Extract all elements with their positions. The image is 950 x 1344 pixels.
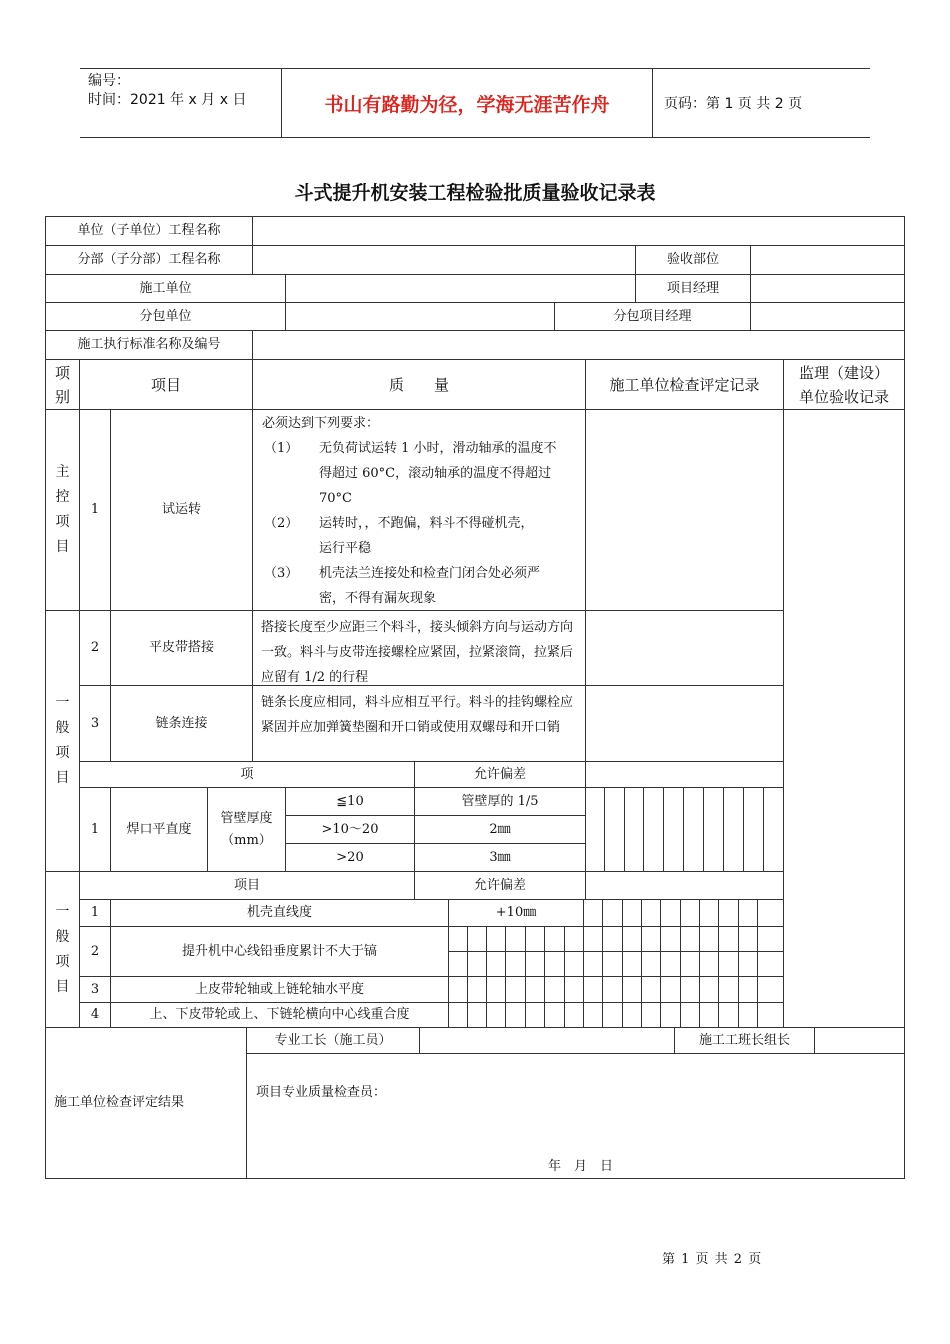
slogan: 书山有路勤为径，学海无涯苦作舟 [281,69,653,137]
general2-header-item: 项目 [79,871,415,900]
general1-row3-quality: 链条长度应相同，料斗应相互平行。料斗的挂钩螺栓应紧固并应加弹簧垫圈和开口销或使用双螺母和开口销 [252,685,586,762]
general1-row2-quality: 搭接长度至少应距三个料斗，接头倾斜方向与运动方向一致。料斗与皮带连接螺栓应紧固，拉紧滚筒，拉紧后应留有 1/2 的行程 [252,610,586,686]
weld-range-3: >20 [285,843,415,872]
general1-row2-no: 2 [79,610,111,686]
req-1-line2: 得超过 60°C，滚动轴承的温度不得超过 [319,466,552,481]
req-1-line1: 无负荷试运转 1 小时，滑动轴承的温度不 [319,441,557,456]
main-control-label: 主 控 项 目 [45,409,80,611]
general2-row1-dev: +10㎜ [448,899,584,927]
weld-dev-3: 3㎜ [414,843,586,872]
main-control-no: 1 [79,409,111,611]
foreman-field[interactable] [419,1027,675,1054]
general2-header-blank [585,871,784,900]
general2-label: 一 般 项 目 [45,871,80,1028]
general1-row2-item: 平皮带搭接 [110,610,253,686]
general2-row2-dev-b[interactable] [448,951,784,977]
weld-dev-2: 2㎜ [414,815,586,844]
req-3-line1: 机壳法兰连接处和检查门闭合处必须严 [319,566,541,581]
general1-row3-item: 链条连接 [110,685,253,762]
general1-label: 一 般 项 目 [45,610,80,872]
label-subcontract-unit: 分包单位 [45,302,286,331]
weld-no: 1 [79,787,111,872]
general2-row4-dev[interactable] [448,1002,784,1028]
req-1-line3: 70°C [319,491,352,506]
page-footer: 第 1 页 共 2 页 [662,1252,763,1267]
weld-dev-1: 管壁厚的 1/5 [414,787,586,816]
general2-row1-item: 机壳直线度 [110,899,449,927]
general2-row4-item: 上、下皮带轮或上、下链轮横向中心线重合度 [110,1002,449,1028]
time-label: 时间：2021 年 x 月 x 日 [88,92,247,108]
req-intro: 必须达到下列要求： [262,416,380,431]
col-item: 项目 [79,359,253,410]
general1-row3-no: 3 [79,685,111,762]
label-construction-unit: 施工单位 [45,274,286,303]
form-title: 斗式提升机安装工程检验批质量验收记录表 [294,182,656,204]
general2-header-dev: 允许偏差 [414,871,586,900]
req-2-no: （2） [264,516,299,531]
label-project-manager: 项目经理 [635,274,751,303]
weld-range-2: >10～20 [285,815,415,844]
label-unit-project: 单位（子单位）工程名称 [45,216,253,246]
req-3-line2: 密，不得有漏灰现象 [319,591,437,606]
weld-range-1: ≦10 [285,787,415,816]
team-leader-label: 施工工班长组长 [674,1027,815,1054]
tolerance-header-item: 项 [79,761,415,788]
weld-sub: 管壁厚度 （mm） [207,787,286,872]
general2-row4-no: 4 [79,1002,111,1028]
label-sub-project: 分部（子分部）工程名称 [45,245,253,275]
general2-row2-no: 2 [79,926,111,977]
general2-row3-item: 上皮带轮轴或上链轮轴水平度 [110,976,449,1003]
label-standard: 施工执行标准名称及编号 [45,330,253,360]
general2-row2-dev-a[interactable] [448,926,784,952]
col-supervise: 监理（建设） 单位验收记录 [783,359,905,410]
tolerance-header-dev: 允许偏差 [414,761,586,788]
general2-row3-dev[interactable] [448,976,784,1003]
general2-row2-item: 提升机中心线铅垂度累计不大于镐 [110,926,449,977]
label-subcontract-manager: 分包项目经理 [554,302,751,331]
req-2-line2: 运行平稳 [319,541,372,556]
page-label: 页码：第 1 页 共 2 页 [664,96,803,112]
date-label: 年 月 日 [548,1159,614,1174]
req-2-line1: 运转时，，不跑偏，料斗不得碰机壳， [319,516,534,531]
col-quality: 质 量 [252,359,586,410]
foreman-label: 专业工长（施工员） [246,1027,420,1054]
req-1-no: （1） [264,441,299,456]
general2-row3-no: 3 [79,976,111,1003]
number-label: 编号： [88,73,130,89]
general2-row1-no: 1 [79,899,111,927]
weld-item: 焊口平直度 [110,787,208,872]
inspector-label: 项目专业质量检查员： [256,1085,387,1100]
label-accept-part: 验收部位 [635,245,751,275]
result-label: 施工单位检查评定结果 [45,1027,247,1179]
team-leader-field[interactable] [814,1027,905,1054]
col-check: 施工单位检查评定记录 [585,359,784,410]
col-category: 项 别 [45,359,80,410]
req-3-no: （3） [264,566,299,581]
main-control-item: 试运转 [110,409,253,611]
